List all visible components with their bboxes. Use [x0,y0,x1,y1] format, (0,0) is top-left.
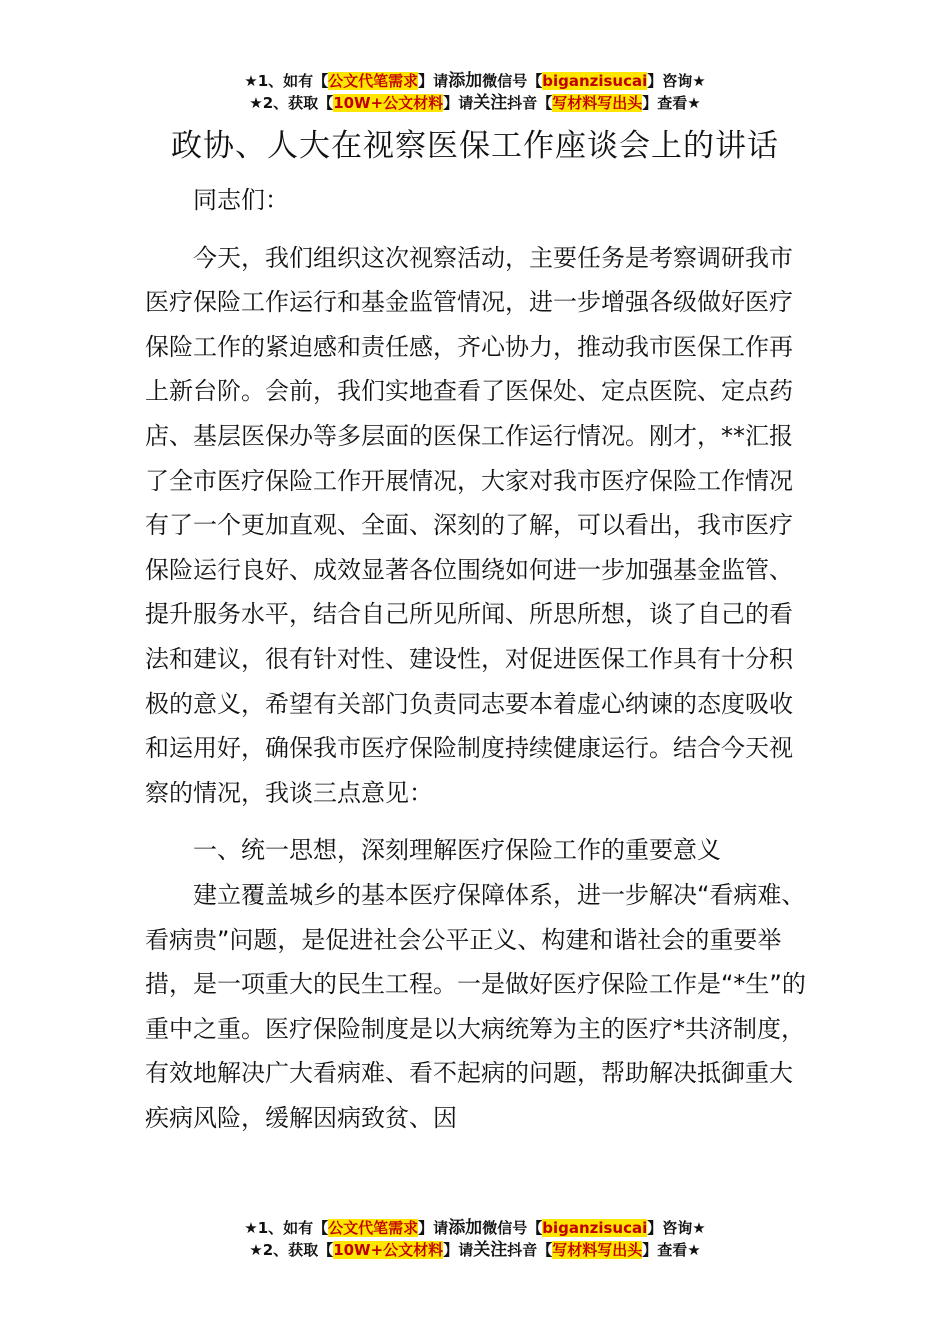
promo-text: ★2、获取【 [249,94,334,112]
promo-line-2 [0,1239,950,1261]
document-title: 政协、人大在视察医保工作座谈会上的讲话 [171,128,779,164]
promo-line-1 [0,1217,950,1239]
promo-highlight-douyin-id: 写材料写出头 [552,94,643,112]
promo-emphasis: 关注 [473,1240,508,1260]
promo-text: 】请 [418,72,449,90]
promo-text: ★1、如有【 [244,1219,329,1237]
promo-emphasis: 添加 [448,1218,483,1238]
promo-emphasis: 关注 [473,93,508,113]
promo-text: 】请 [443,94,474,112]
promo-emphasis: 添加 [448,71,483,91]
promo-text: 微信号【 [482,72,543,90]
salutation: 同志们： [193,186,289,214]
promo-text: 】咨询★ [647,72,706,90]
promo-text: 】查看★ [642,94,701,112]
promo-text: 微信号【 [482,1219,543,1237]
promo-highlight-douyin-id: 写材料写出头 [552,1241,643,1259]
document-body [145,178,807,1140]
promo-highlight-wechat-id: biganzisucai [542,72,648,90]
promo-text: ★2、获取【 [249,1241,334,1259]
promo-text: 】请 [418,1219,449,1237]
promo-highlight-wechat-id: biganzisucai [542,1219,648,1237]
promo-text: 抖音【 [507,1241,553,1259]
promo-banner-bottom [0,1217,950,1261]
section-heading-1: 一、统一思想，深刻理解医疗保险工作的重要意义 [193,836,721,865]
promo-text: 抖音【 [507,94,553,112]
promo-text: 】查看★ [642,1241,701,1259]
promo-banner-top [0,70,950,114]
promo-text: 】咨询★ [647,1219,706,1237]
promo-line-2 [0,92,950,114]
promo-highlight: 公文代笔需求 [328,1219,419,1237]
paragraph-intro: 今天，我们组织这次视察活动，主要任务是考察调研我市医疗保险工作运行和基金监管情况，进一步增强各级做好医疗保险工作的紧迫感和责任感，齐心协力，推动我市医保工作再上新台阶。会前，我们实地查看了医保处、定点医院、定点药店、基层医保办等多层面的医保工作运行情况。刚才，**汇报了全市医疗保险工作开展情况，大家对我市医疗保险工作情况有了一个更加直观、全面、深刻的了解，可以看出，我市医疗保险运行良好、成效显著各位围绕如何进一步加强基金监管、提升服务水平，结合自己所见所闻、所思所想，谈了自己的看法和建议，很有针对性、建设性，对促进医保工作具有十分积极的意义，希望有关部门负责同志要本着虚心纳谏的态度吸收和运用好，确保我市医疗保险制度持续健康运行。结合今天视察的情况，我谈三点意见： [145,243,793,807]
promo-text: ★1、如有【 [244,72,329,90]
promo-text: 】请 [443,1241,474,1259]
promo-highlight: 10W+公文材料 [333,94,444,112]
paragraph-section-1: 建立覆盖城乡的基本医疗保障体系，进一步解决“看病难、看病贵”问题，是促进社会公平正义、构建和谐社会的重要举措，是一项重大的民生工程。一是做好医疗保险工作是“*生”的重中之重。医疗保险制度是以大病统筹为主的医疗*共济制度，有效地解决广大看病难、看不起病的问题，帮助解决抵御重大疾病风险，缓解因病致贫、因 [145,880,806,1132]
promo-line-1 [0,70,950,92]
promo-highlight: 公文代笔需求 [328,72,419,90]
promo-highlight: 10W+公文材料 [333,1241,444,1259]
